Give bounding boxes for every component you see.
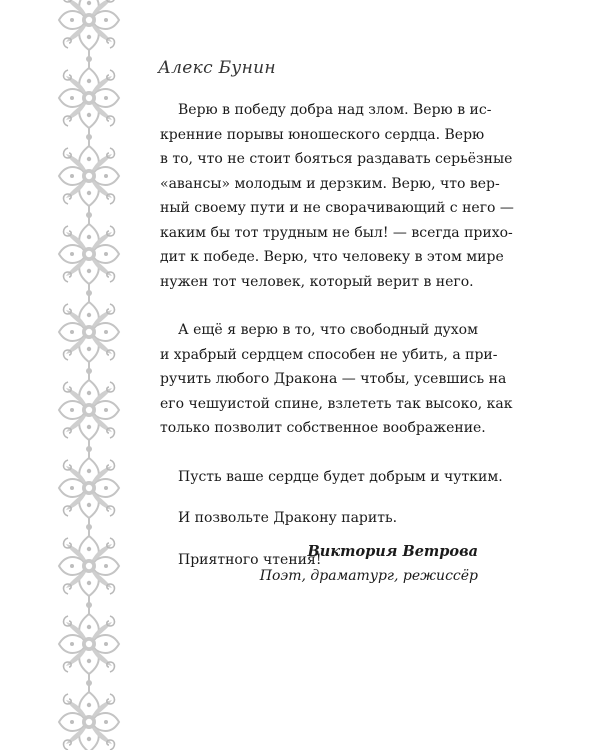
text-line: дит к победе. Верю, что человеку в этом мире [160, 249, 504, 265]
text-line: в то, что не стоит бояться раздавать серьёзные [160, 151, 513, 167]
lace-ornament-border-icon [54, 0, 124, 750]
text-line: его чешуистой спине, взлететь так высоко, как [160, 395, 513, 412]
paragraph-4 [160, 506, 478, 531]
text-line: Пусть ваше сердце будет добрым и чутким. [178, 468, 503, 485]
paragraph-3 [160, 465, 503, 490]
text-line: И позвольте Дракону парить. [178, 510, 398, 526]
text-line: Верю в победу добра над злом. Верю в ис- [178, 102, 492, 118]
text-line: кренние порывы юношеского сердца. Верю [160, 126, 485, 143]
paragraph-1 [160, 98, 514, 294]
text-line: ный своему пути и не сворачивающий с него — [160, 200, 514, 216]
text-line: ручить любого Дракона — чтобы, усевшись на [160, 371, 507, 387]
paragraph-2 [160, 318, 513, 441]
signature-title: Поэт, драматург, режиссёр [259, 568, 478, 584]
body-text [160, 98, 514, 589]
text-line: «авансы» молодым и дерзким. Верю, что вер- [160, 175, 500, 192]
signature-block [260, 540, 478, 588]
text-line: Приятного чтения! [178, 551, 322, 568]
text-line: только позволит собственное воображение. [160, 420, 486, 436]
text-line: и храбрый сердцем способен не убить, а при- [160, 346, 498, 363]
signature-name: Виктория Ветрова [307, 543, 478, 560]
text-line: каким бы тот трудным не был! — всегда прихо- [160, 224, 513, 241]
text-line: А ещё я верю в то, что свободный духом [178, 322, 478, 338]
running-head-author: Алекс Бунин [158, 58, 276, 78]
text-line: нужен тот человек, который верит в него. [160, 273, 474, 290]
